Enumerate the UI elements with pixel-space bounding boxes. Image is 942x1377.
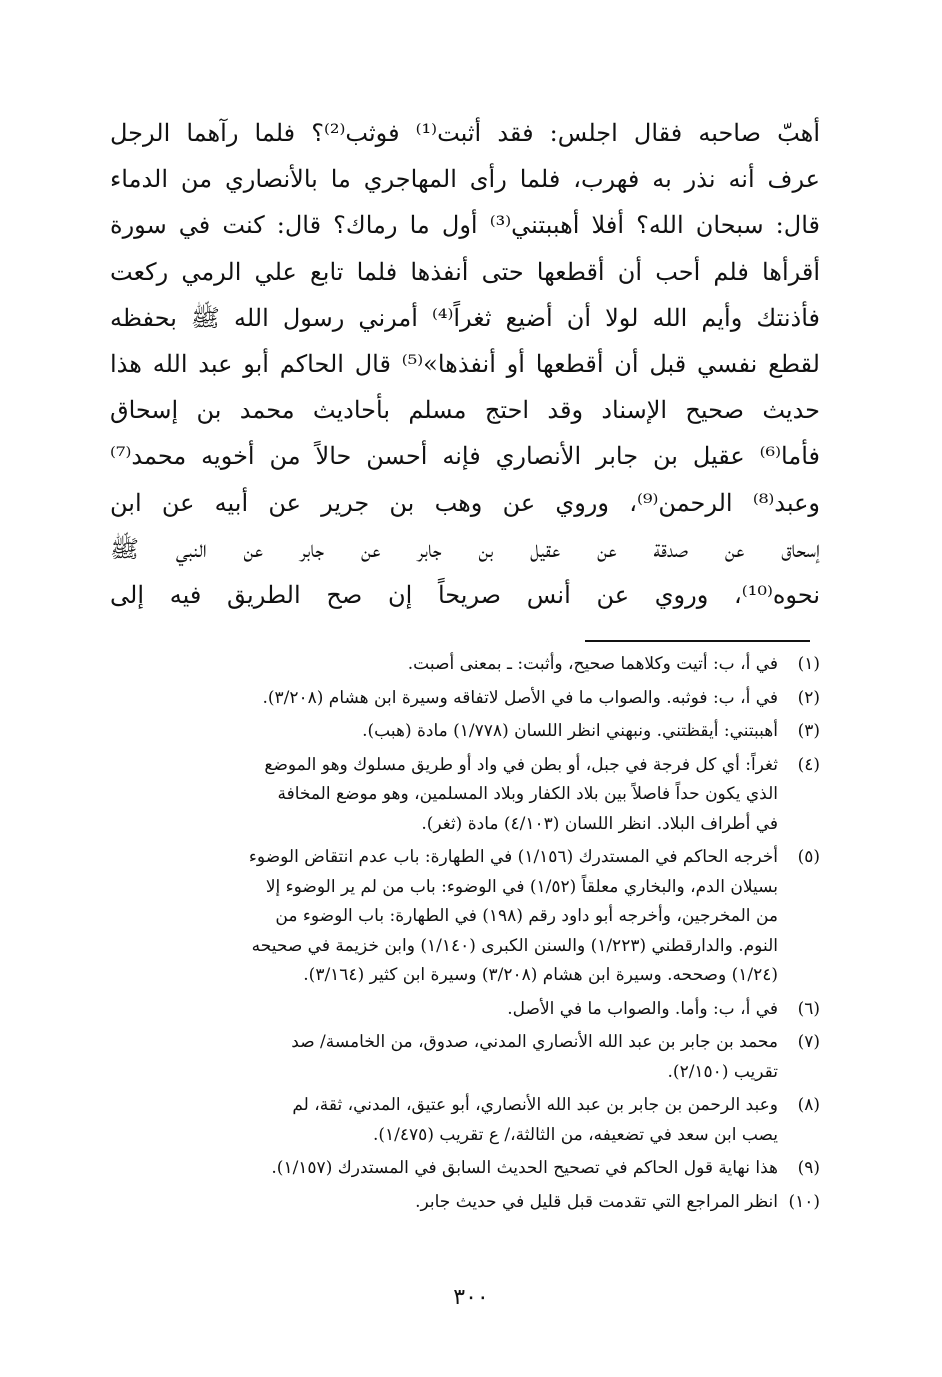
page-number: ٣٠٠ [453,1285,489,1310]
footnote-line: محمد بن جابر بن عبد الله الأنصاري المدني، صدوق، من الخامسة/ صد [291,1032,778,1052]
footnote-number: (١٠) [788,1191,820,1212]
footnote-text [110,650,778,680]
footnote-line: هذا نهاية قول الحاكم في تصحيح الحديث السابق في المستدرك (١/١٥٧). [271,1158,778,1178]
main-text-line: أقرأها فلم أحب أن أقطعها حتى أنفذها فلما تابع علي الرمي ركعت [110,257,820,286]
footnote-text [110,684,778,714]
footnote-10 [110,1188,820,1218]
main-text-line: لقطع نفسي قبل أن أقطعها أو أنفذها»⁽⁵⁾ قال الحاكم أبو عبد الله هذا [110,349,820,378]
footnote-line: في أ، ب: أتيت وكلاهما صحيح، وأثبت: ـ بمعنى أصبت. [407,654,778,674]
footnote-line: النوم. والدارقطني (١/٢٢٣) والسنن الكبرى (١/١٤٠) وابن خزيمة في صحيحه [251,935,778,956]
footnote-number: (٢) [797,687,820,708]
footnote-line: أهببتني: أيقظتني. ونبهني انظر اللسان (١/٧٧٨) مادة (هبب). [362,721,778,741]
footnote-text [110,1028,778,1087]
footnote-number: (١) [797,654,820,674]
footnote-line: من المخرجين، وأخرجه أبو داود رقم (١٩٨) في الطهارة: باب الوضوء من [275,906,778,926]
footnote-line: في أطراف البلاد. انظر اللسان (٤/١٠٣) مادة (ثغر). [421,813,778,834]
main-text [110,110,820,618]
footnote-number: (٨) [797,1095,820,1115]
main-text-line: أهبّ صاحبه فقال اجلس: فقد أثبت⁽¹⁾ فوثب⁽²⁾؟ فلما رآهما الرجل [110,119,820,147]
footnote-line: يصب ابن سعد في تضعيفه، من الثالثة،/ ع تقريب (١/٤٧٥). [373,1124,778,1145]
main-text-line: حديث صحيح الإسناد وقد احتج مسلم بأحاديث محمد بن إسحاق [110,396,821,425]
footnote-line: أخرجه الحاكم في المستدرك (١/١٥٦) في الطهارة: باب عدم انتقاض الوضوء [248,847,778,867]
footnote-5 [110,843,820,991]
footnotes [110,650,820,1221]
footnote-number: (٩) [797,1158,820,1178]
footnote-number: (٥) [797,847,820,867]
footnote-line: الذي يكون حداً فاصلاً بين بلاد الكفار وبلاد المسلمين، وهو موضع المخافة [277,784,778,804]
footnote-number: (٦) [797,998,820,1019]
footnote-line: تقريب (٢/١٥٠). [667,1061,778,1082]
footnote-7 [110,1028,820,1087]
footnote-8 [110,1091,820,1150]
main-text-line: عرف أنه نذر به فهرب، فلما رأى المهاجري ما بالأنصاري من الدماء [110,165,821,194]
footnote-line: (١/٢٤) وصححه. وسيرة ابن هشام (٣/٢٠٨) وسيرة ابن كثير (٣/١٦٤). [303,965,778,985]
footnote-9 [110,1154,820,1184]
main-text-line: فأما⁽⁶⁾ عقيل بن جابر الأنصاري فإنه أحسن حالاً من أخويه محمد⁽⁷⁾ [110,442,820,471]
footnote-text [110,1188,778,1218]
footnote-text [110,843,778,991]
footnote-number: (٧) [797,1032,820,1052]
footnote-line: في أ، ب: وأما. والصواب ما في الأصل. [507,998,778,1019]
footnote-divider [585,640,810,642]
footnote-6 [110,995,820,1025]
footnote-2 [110,684,820,714]
footnote-line: بسيلان الدم، والبخاري معلقاً (١/٥٢) في الوضوء: باب من لم ير الوضوء إلا [265,876,778,897]
main-text-line: فأذنتك وأيم الله لولا أن أضيع ثغراً⁽⁴⁾ أمرني رسول الله ﷺ بحفظه [110,303,820,332]
footnote-4 [110,751,820,840]
footnote-text [110,1154,778,1184]
footnote-text [110,995,778,1025]
footnote-text [110,717,778,747]
main-text-line: نحوه⁽¹⁰⁾، وروي عن أنس صريحاً إن صح الطريق فيه إلى [110,580,820,609]
footnote-line: وعبد الرحمن بن جابر بن عبد الله الأنصاري، أبو عتيق، المدني، ثقة، لم [292,1095,778,1115]
footnote-text [110,751,778,840]
footnote-number: (٣) [797,721,820,741]
footnote-text [110,1091,778,1150]
footnote-3 [110,717,820,747]
main-text-line: وعبد⁽⁸⁾ الرحمن⁽⁹⁾، وروي عن وهب بن جرير عن أبيه عن ابن [110,488,821,517]
main-text-line: قال: سبحان الله؟ أفلا أهببتني⁽³⁾ أول ما رماك؟ قال: كنت في سورة [110,211,820,240]
footnote-line: في أ، ب: فوثبه. والصواب ما في الأصل لاتفاقه وسيرة ابن هشام (٣/٢٠٨). [262,687,778,708]
footnote-1 [110,650,820,680]
main-text-line: إسحاق عن صدقة عن عقيل بن جابر عن جابر عن النبي ﷺ [110,534,820,563]
footnote-number: (٤) [797,754,820,775]
footnote-line: انظر المراجع التي تقدمت قبل قليل في حديث جابر. [415,1191,778,1212]
footnote-line: ثغراً: أي كل فرجة في جبل، أو بطن في واد أو طريق مسلوك وهو الموضع [264,754,778,775]
